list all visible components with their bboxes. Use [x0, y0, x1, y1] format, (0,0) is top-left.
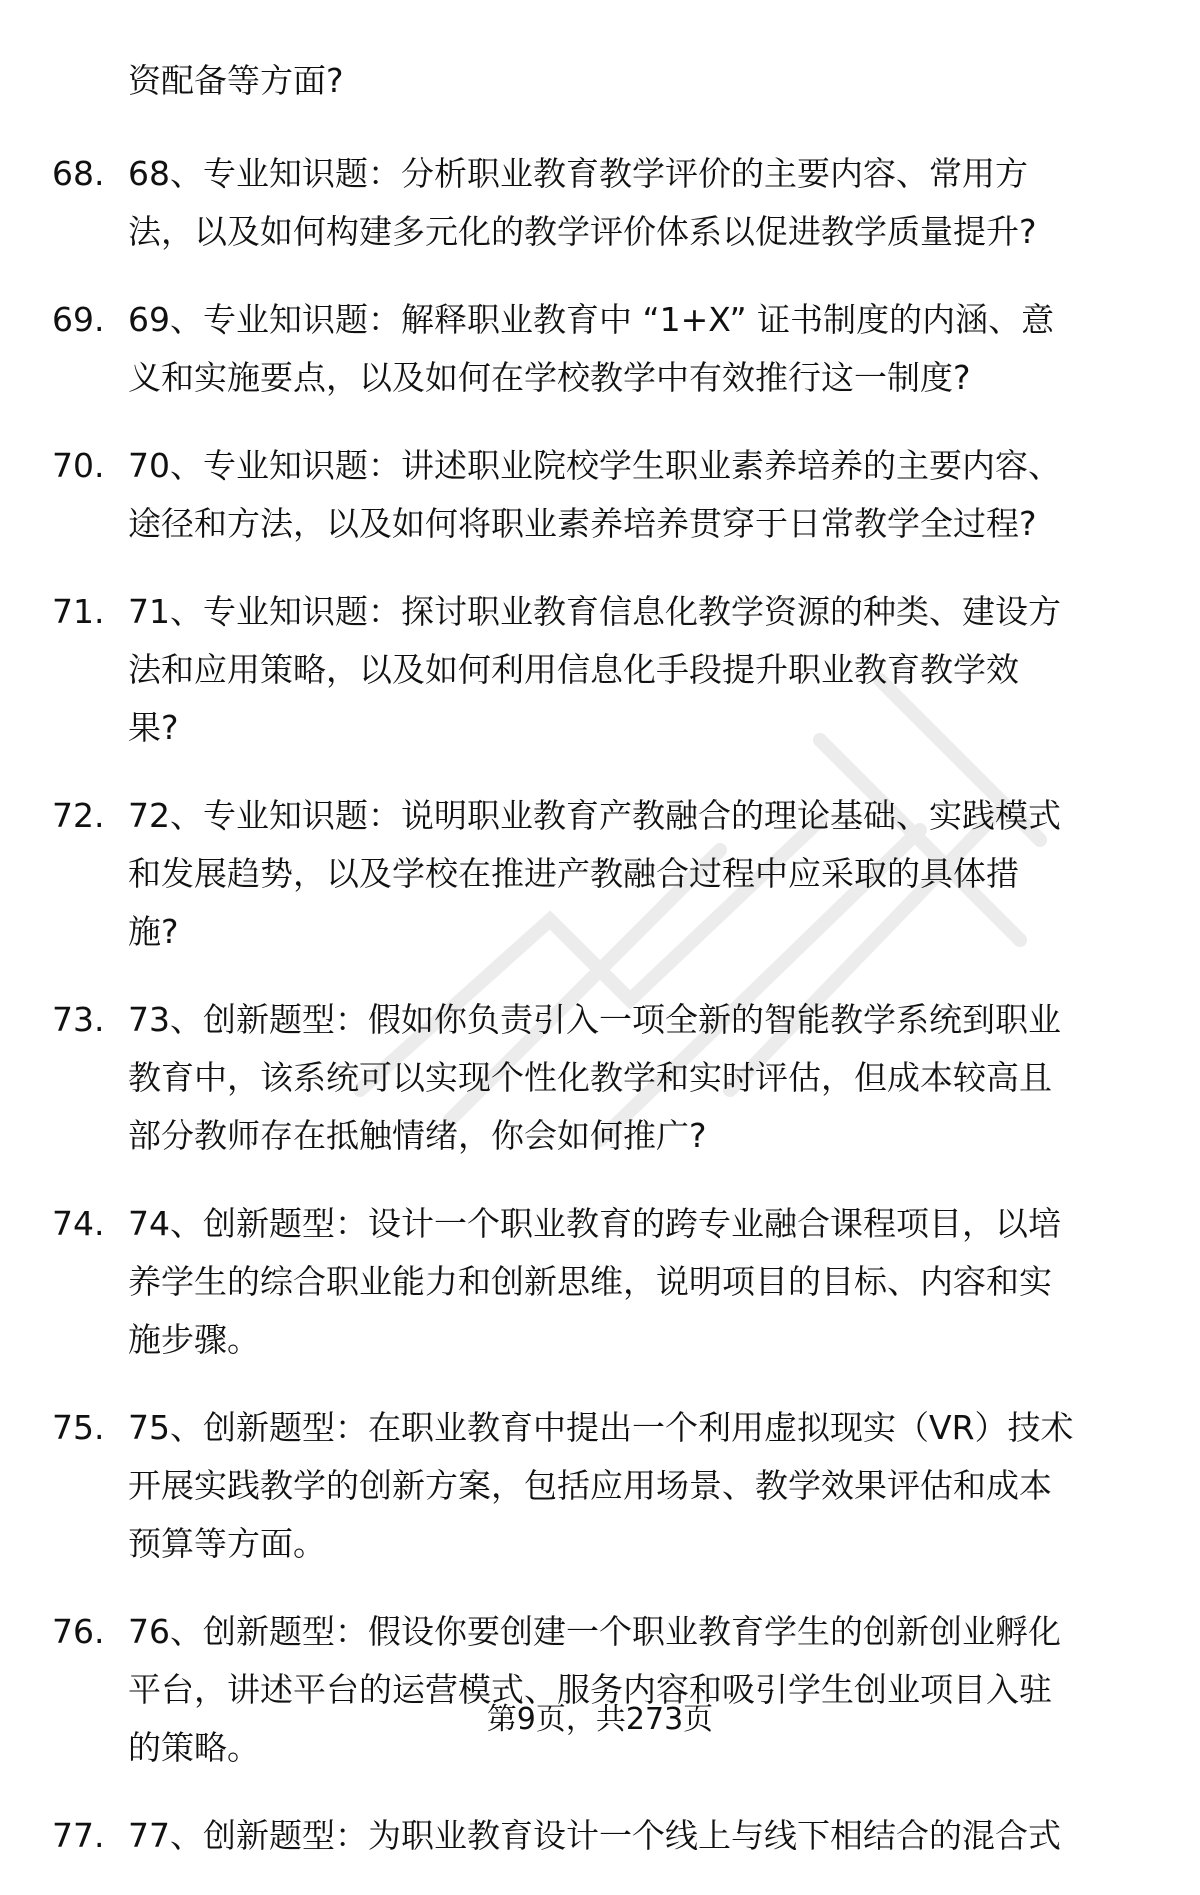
question-text: 69、专业知识题：解释职业教育中 “1+X” 证书制度的内涵、意 义和实施要点，以及如何在学校教学中有效推行这一制度?: [128, 300, 1055, 397]
question-text: 74、创新题型：设计一个职业教育的跨专业融合课程项目，以培 养学生的综合职业能力和创新思维，说明项目的目标、内容和实 施步骤。: [128, 1204, 1061, 1359]
question-item: [0, 583, 1200, 757]
question-text: 72、专业知识题：说明职业教育产教融合的理论基础、实践模式 和发展趋势，以及学校在推进产教融合过程中应采取的具体措 施?: [128, 796, 1061, 951]
question-text: 76、创新题型：假设你要创建一个职业教育学生的创新创业孵化 平台，讲述平台的运营模式、服务内容和吸引学生创业项目入驻 的策略。: [128, 1612, 1061, 1767]
question-item: [0, 1603, 1200, 1777]
question-text: 73、创新题型：假如你负责引入一项全新的智能教学系统到职业 教育中，该系统可以实现个性化教学和实时评估，但成本较高且 部分教师存在抵触情绪，你会如何推广?: [128, 1000, 1061, 1155]
question-number: 75.: [52, 1408, 105, 1447]
question-text: 75、创新题型：在职业教育中提出一个利用虚拟现实（VR）技术 开展实践教学的创新方案，包括应用场景、教学效果评估和成本 预算等方面。: [128, 1408, 1074, 1563]
question-number: 76.: [52, 1612, 105, 1651]
question-text: 70、专业知识题：讲述职业院校学生职业素养培养的主要内容、 途径和方法，以及如何将职业素养培养贯穿于日常教学全过程?: [128, 446, 1061, 543]
question-number: 70.: [52, 446, 105, 485]
continuation-text: 资配备等方面?: [128, 61, 344, 100]
question-text: 71、专业知识题：探讨职业教育信息化教学资源的种类、建设方 法和应用策略，以及如何利用信息化手段提升职业教育教学效 果?: [128, 592, 1061, 747]
question-text: 77、创新题型：为职业教育设计一个线上与线下相结合的混合式: [128, 1816, 1061, 1855]
question-number: 68.: [52, 154, 105, 193]
question-number: 73.: [52, 1000, 105, 1039]
question-item: [0, 1807, 1200, 1865]
question-number: 71.: [52, 592, 105, 631]
question-item: [0, 787, 1200, 961]
question-item: [0, 291, 1200, 407]
question-item: [0, 145, 1200, 261]
question-text: 68、专业知识题：分析职业教育教学评价的主要内容、常用方 法，以及如何构建多元化的教学评价体系以促进教学质量提升?: [128, 154, 1037, 251]
question-number: 69.: [52, 300, 105, 339]
question-item: [0, 991, 1200, 1165]
question-item: [0, 1195, 1200, 1369]
question-number: 74.: [52, 1204, 105, 1243]
question-number: 72.: [52, 796, 105, 835]
page-footer: 第9页，共273页: [486, 1702, 714, 1737]
question-item: [0, 1399, 1200, 1573]
question-list: [0, 145, 1200, 1895]
question-number: 77.: [52, 1816, 105, 1855]
question-item: [0, 437, 1200, 553]
